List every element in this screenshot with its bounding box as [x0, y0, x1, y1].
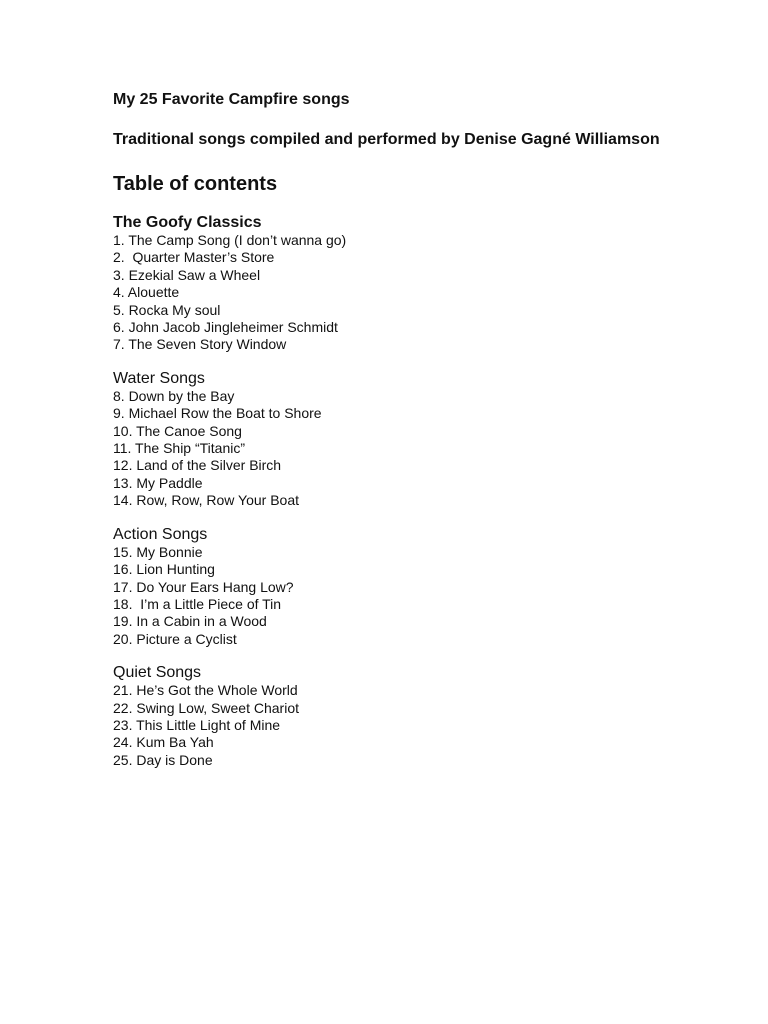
section-quiet-songs	[113, 663, 673, 769]
song-item: 16. Lion Hunting	[113, 561, 215, 578]
song-item: 1. The Camp Song (I don’t wanna go)	[113, 232, 347, 248]
section-water-songs	[113, 369, 673, 510]
song-list	[113, 682, 673, 769]
song-item: 6. John Jacob Jingleheimer Schmidt	[113, 319, 338, 336]
song-item: 4. Alouette	[113, 284, 180, 301]
song-item: 5. Rocka My soul	[113, 301, 221, 318]
song-item: 24. Kum Ba Yah	[113, 734, 214, 751]
song-item: 10. The Canoe Song	[113, 422, 242, 439]
song-item: 22. Swing Low, Sweet Chariot	[113, 699, 299, 716]
song-item: 7. The Seven Story Window	[113, 336, 287, 353]
song-item: 8. Down by the Bay	[113, 387, 235, 404]
song-item: 12. Land of the Silver Birch	[113, 457, 282, 474]
song-item: 2. Quarter Master’s Store	[113, 249, 275, 266]
section-heading: The Goofy Classics	[113, 214, 262, 231]
section-goofy-classics	[113, 213, 673, 354]
document-page	[113, 90, 673, 769]
song-item: 17. Do Your Ears Hang Low?	[113, 578, 294, 595]
song-item: 25. Day is Done	[113, 751, 213, 768]
document-subtitle: Traditional songs compiled and performed by Denise Gagné Williamson	[113, 131, 660, 148]
song-item: 11. The Ship “Titanic”	[113, 440, 246, 457]
section-action-songs	[113, 525, 673, 648]
song-item: 3. Ezekial Saw a Wheel	[113, 266, 261, 283]
song-item: 14. Row, Row, Row Your Boat	[113, 492, 299, 509]
song-item: 20. Picture a Cyclist	[113, 630, 237, 647]
section-heading: Action Songs	[113, 525, 208, 543]
song-item: 21. He’s Got the Whole World	[113, 682, 298, 699]
song-item: 23. This Little Light of Mine	[113, 716, 281, 733]
song-list	[113, 232, 673, 354]
section-heading: Quiet Songs	[113, 664, 202, 682]
document-title: My 25 Favorite Campfire songs	[113, 91, 350, 108]
song-item: 15. My Bonnie	[113, 543, 203, 560]
song-list	[113, 544, 673, 648]
section-heading: Water Songs	[113, 369, 205, 387]
song-item: 19. In a Cabin in a Wood	[113, 613, 267, 630]
song-list	[113, 388, 673, 510]
song-item: 13. My Paddle	[113, 474, 203, 491]
table-of-contents-heading: Table of contents	[113, 173, 278, 195]
song-item: 18. I’m a Little Piece of Tin	[113, 595, 282, 612]
song-item: 9. Michael Row the Boat to Shore	[113, 405, 322, 422]
